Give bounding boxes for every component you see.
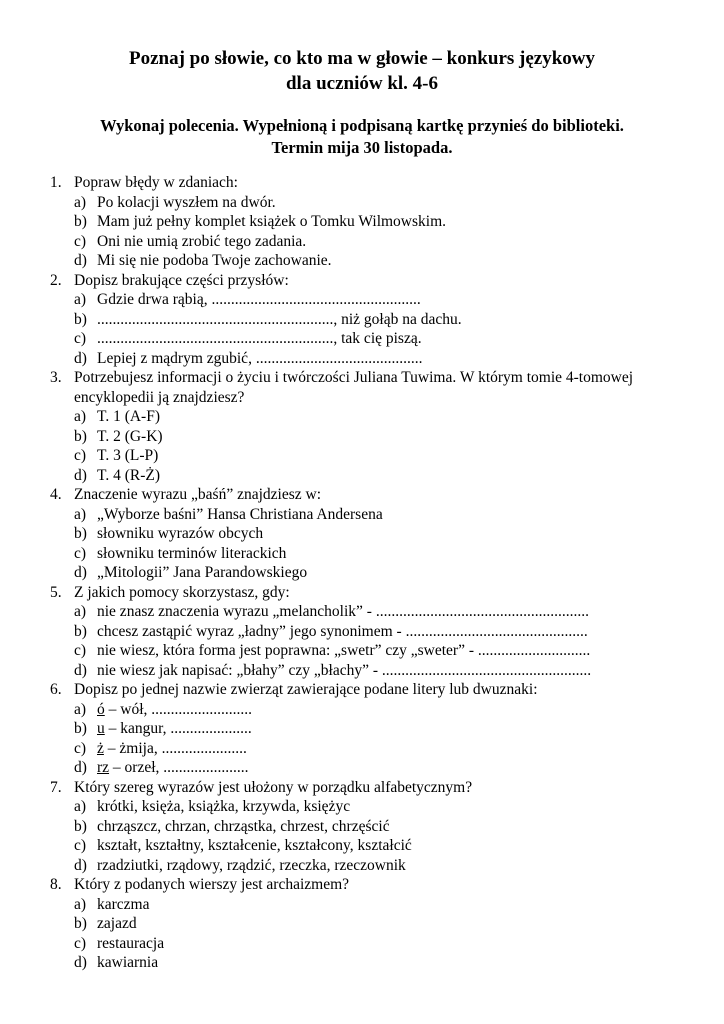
option-label: d) (74, 661, 87, 679)
option-b (74, 310, 660, 330)
option-text: – wół, .......................... (104, 700, 252, 718)
option-a (74, 290, 660, 310)
option-text: T. 4 (R-Ż) (97, 466, 160, 484)
question-text: Popraw błędy w zdaniach: (74, 174, 238, 191)
option-d (74, 251, 660, 271)
option-label: a) (74, 700, 87, 718)
option-text: Lepiej z mądrym zgubić, ........................................... (97, 349, 423, 367)
question-number: 2. (50, 271, 62, 289)
option-label: c) (74, 934, 87, 952)
option-c (74, 446, 660, 466)
question-text: Który szereg wyrazów jest ułożony w porządku alfabetycznym? (74, 778, 473, 796)
option-a (74, 700, 660, 720)
option-a (74, 505, 660, 525)
option-text: ............................................................., tak cię piszą. (97, 330, 422, 347)
option-text: – kangur, ..................... (104, 720, 252, 737)
option-label: d) (74, 954, 87, 971)
option-text: T. 1 (A-F) (97, 408, 160, 425)
option-label: c) (74, 330, 87, 347)
option-d (74, 661, 660, 681)
question-number: 6. (50, 681, 62, 698)
question-text: Z jakich pomocy skorzystasz, gdy: (74, 583, 290, 601)
instruction-line-1: Wykonaj polecenia. Wypełnioną i podpisaną kartkę przynieś do biblioteki. (100, 116, 624, 135)
option-label: b) (74, 720, 87, 737)
option-label: b) (74, 213, 87, 230)
option-label: a) (74, 505, 87, 523)
option-label: c) (74, 739, 87, 757)
option-c (74, 934, 660, 954)
option-a (74, 895, 660, 915)
option-text: nie znasz znaczenia wyrazu „melancholik” - ....................................................... (97, 603, 589, 620)
option-text: rzadziutki, rządowy, rządzić, rzeczka, rzeczownik (97, 856, 406, 874)
question-8 (50, 875, 660, 973)
option-d (74, 466, 660, 486)
option-text: Oni nie umią zrobić tego zadania. (97, 232, 307, 250)
option-text: Po kolacji wyszłem na dwór. (97, 193, 276, 211)
option-a (74, 407, 660, 427)
question-text: Dopisz po jednej nazwie zwierząt zawierające podane litery lub dwuznaki: (74, 681, 538, 698)
option-text: „Wyborze baśni” Hansa Christiana Andersena (97, 505, 383, 523)
option-d (74, 349, 660, 369)
option-label: a) (74, 603, 87, 620)
page-title (0, 46, 724, 96)
question-text: Który z podanych wierszy jest archaizmem? (74, 876, 350, 893)
option-label: c) (74, 837, 87, 854)
question-number: 7. (50, 778, 62, 796)
option-label: b) (74, 817, 87, 835)
option-text: Gdzie drwa rąbią, ...................................................... (97, 291, 421, 308)
option-label: b) (74, 427, 87, 445)
option-label: a) (74, 895, 87, 913)
option-text: karczma (97, 895, 150, 913)
option-label: a) (74, 193, 87, 211)
option-text: chrząszcz, chrzan, chrząstka, chrzest, chrzęścić (97, 817, 390, 835)
option-label: d) (74, 856, 87, 874)
option-c (74, 641, 660, 661)
option-label: b) (74, 622, 87, 640)
option-label: a) (74, 408, 87, 425)
option-c (74, 836, 660, 856)
option-label: a) (74, 291, 87, 308)
option-label: b) (74, 310, 87, 328)
question-number: 5. (50, 583, 62, 601)
option-a (74, 193, 660, 213)
option-d (74, 758, 660, 778)
option-label: c) (74, 447, 87, 464)
question-number: 4. (50, 486, 62, 503)
option-a (74, 797, 660, 817)
underlined-letter: ż (97, 739, 104, 757)
option-text: ............................................................., niż gołąb na dachu. (97, 310, 462, 328)
option-text: – orzeł, ...................... (109, 759, 249, 776)
option-b (74, 524, 660, 544)
question-1 (50, 173, 660, 271)
question-number: 3. (50, 369, 62, 386)
option-c (74, 232, 660, 252)
option-text: nie wiesz, która forma jest poprawna: „swetr” czy „sweter” - ............................. (97, 642, 591, 659)
question-text: Znaczenie wyrazu „baśń” znajdziesz w: (74, 486, 322, 503)
option-text: nie wiesz jak napisać: „błahy” czy „błachy” - ...................................................... (97, 661, 592, 679)
option-label: c) (74, 232, 87, 250)
option-b (74, 622, 660, 642)
option-label: c) (74, 642, 87, 659)
option-text: kształt, kształtny, kształcenie, kształcony, kształcić (97, 837, 412, 854)
option-b (74, 914, 660, 934)
option-text: słowniku wyrazów obcych (97, 525, 264, 542)
option-text: T. 2 (G-K) (97, 427, 163, 445)
question-text: Dopisz brakujące części przysłów: (74, 271, 289, 289)
option-b (74, 212, 660, 232)
underlined-letter: u (97, 720, 105, 737)
question-list (50, 173, 660, 973)
option-text: restauracja (97, 934, 165, 952)
option-b (74, 427, 660, 447)
option-label: b) (74, 525, 87, 542)
option-text: T. 3 (L-P) (97, 447, 159, 464)
option-label: d) (74, 466, 87, 484)
instructions (0, 115, 724, 159)
option-d (74, 953, 660, 973)
question-6 (50, 680, 660, 778)
option-label: b) (74, 915, 87, 932)
option-text: Mi się nie podoba Twoje zachowanie. (97, 252, 332, 269)
instruction-line-2: Termin mija 30 listopada. (271, 138, 453, 157)
option-label: d) (74, 564, 87, 581)
question-5 (50, 583, 660, 681)
question-2 (50, 271, 660, 369)
question-4 (50, 485, 660, 583)
underlined-letter: rz (97, 759, 110, 776)
question-text: Potrzebujesz informacji o życiu i twórczości Juliana Tuwima. W którym tomie 4-tomowej encyklopedii ją znajdziesz? (74, 369, 634, 406)
option-text: słowniku terminów literackich (97, 544, 287, 562)
underlined-letter: ó (97, 700, 105, 718)
option-d (74, 856, 660, 876)
option-text: chcesz zastąpić wyraz „ładny” jego synonimem - ............................................... (97, 622, 588, 640)
question-number: 8. (50, 876, 62, 893)
option-c (74, 544, 660, 564)
question-number: 1. (50, 174, 62, 191)
option-text: zajazd (97, 915, 137, 932)
option-label: d) (74, 252, 87, 269)
title-line-2: dla uczniów kl. 4-6 (285, 73, 439, 94)
option-label: c) (74, 544, 87, 562)
option-a (74, 602, 660, 622)
option-text: kawiarnia (97, 954, 159, 971)
option-label: a) (74, 798, 87, 815)
question-3 (50, 368, 660, 485)
title-line-1: Poznaj po słowie, co kto ma w głowie – konkurs językowy (128, 48, 596, 69)
option-d (74, 563, 660, 583)
question-7 (50, 778, 660, 876)
option-label: d) (74, 759, 87, 776)
option-b (74, 719, 660, 739)
option-text: krótki, księża, książka, krzywda, księżyc (97, 798, 351, 815)
option-label: d) (74, 349, 87, 367)
option-b (74, 817, 660, 837)
option-text: – żmija, ...................... (103, 739, 247, 757)
option-c (74, 739, 660, 759)
option-text: Mam już pełny komplet książek o Tomku Wilmowskim. (97, 213, 447, 230)
option-text: „Mitologii” Jana Parandowskiego (97, 564, 308, 581)
option-c (74, 329, 660, 349)
